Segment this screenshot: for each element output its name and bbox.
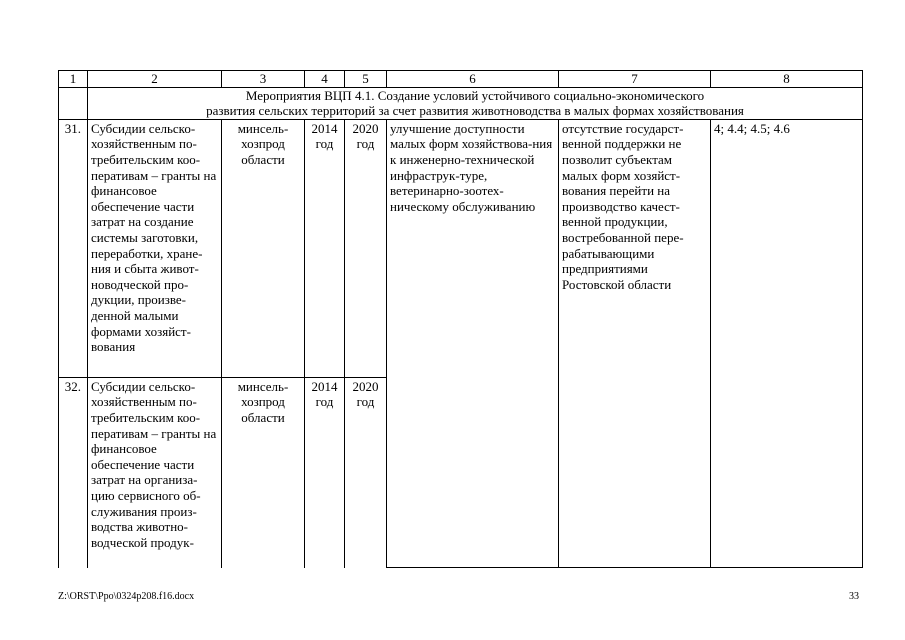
measure-cell: Субсидии сельско-хозяйственным по-требительским коо-перативам – гранты на финансовое обеспечение части затрат на создание системы заготовки, переработки, хране-ния и сбыта живот-новодческой про-дукции, произве-денной малыми формами хозяйст-вования: [88, 119, 222, 377]
section-title-line-1: Мероприятия ВЦП 4.1. Создание условий устойчивого социально-экономического: [245, 87, 705, 103]
row-number: 32.: [59, 377, 88, 568]
col-header-4: 4: [305, 71, 345, 88]
result-cell: улучшение доступности малых форм хозяйствова-ния к инженерно-технической инфраструк-туре, ветеринарно-зоотех-ническому обслуживанию: [387, 119, 559, 568]
indicators-cell: 4; 4.4; 4.5; 4.6: [711, 119, 863, 568]
col-header-6: 6: [387, 71, 559, 88]
row-number: 31.: [59, 119, 88, 377]
table-row: [59, 119, 863, 377]
consequence-cell: отсутствие государст-венной поддержки не позволит субъектам малых форм хозяйст-вования перейти на производство качест-венной продукции, востребованной пере-рабатывающими предприятиями Ростовской области: [559, 119, 711, 568]
end-date-cell: 2020 год: [345, 119, 387, 377]
executor-cell: минсель-хозпрод области: [222, 377, 305, 568]
footer-file-path: Z:\ORST\Ppo\0324p208.f16.docx: [58, 591, 195, 602]
col-header-3: 3: [222, 71, 305, 88]
end-date-cell: 2020 год: [345, 377, 387, 568]
col-header-2: 2: [88, 71, 222, 88]
col-header-5: 5: [345, 71, 387, 88]
col-header-1: 1: [59, 71, 88, 88]
section-title: [88, 87, 863, 119]
column-number-row: [59, 71, 863, 88]
col-header-7: 7: [559, 71, 711, 88]
footer-page-number: 33: [849, 591, 859, 602]
executor-cell: минсель-хозпрод области: [222, 119, 305, 377]
section-title-row: [59, 87, 863, 119]
start-date-cell: 2014 год: [305, 377, 345, 568]
measure-cell: Субсидии сельско-хозяйственным по-требительским коо-перативам – гранты на финансовое обеспечение части затрат на организа-цию сервисного об-служивания произ-водства животно-водческой продук-: [88, 377, 222, 568]
measures-table: [58, 70, 863, 568]
section-title-line-2: развития сельских территорий за счет развития животноводства в малых формах хозяйствования: [206, 103, 744, 119]
col-header-8: 8: [711, 71, 863, 88]
start-date-cell: 2014 год: [305, 119, 345, 377]
